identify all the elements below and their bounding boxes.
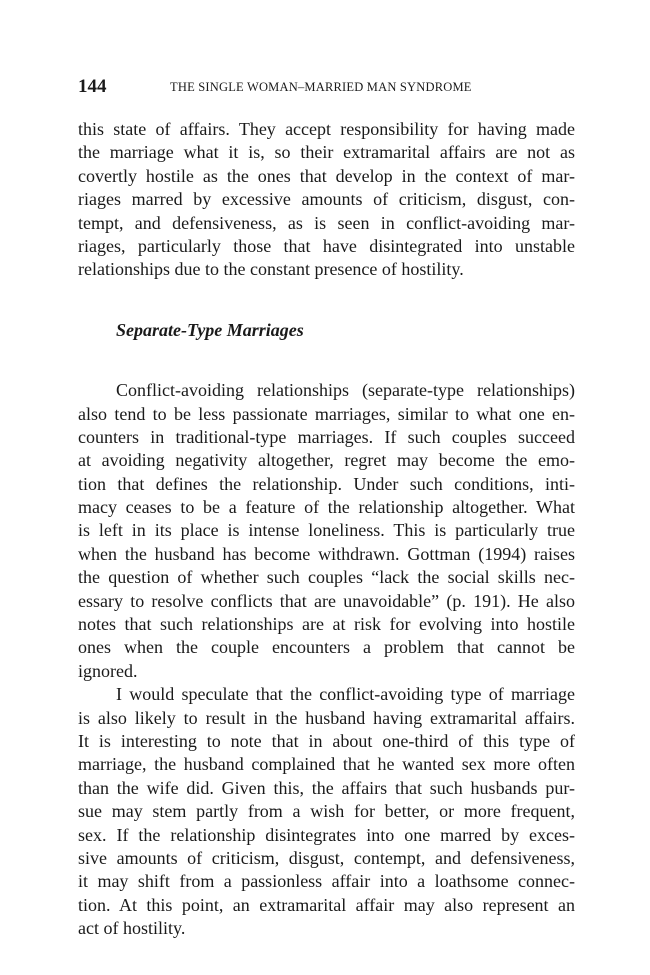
text-line: sue may stem partly from a wish for better, or more frequent, [78,801,575,822]
text-line: sex. If the relationship disintegrates into one marred by exces- [78,824,575,845]
text-line: than the wife did. Given this, the affairs that such husbands pur- [78,777,575,798]
text-line: is left in its place is intense loneliness. This is particularly true [78,520,575,541]
text-line: macy ceases to be a feature of the relationship altogether. What [78,497,575,518]
text-line: counters in traditional-type marriages. If such couples succeed [78,426,575,447]
text-line: is also likely to result in the husband having extramarital affairs. [78,707,575,728]
text-line: I would speculate that the conflict-avoiding type of marriage [116,684,575,705]
running-title: THE SINGLE WOMAN–MARRIED MAN SYNDROME [170,80,472,94]
paragraph-continuation [78,118,575,282]
text-line: the question of whether such couples “lack the social skills nec- [78,567,575,588]
text-line: act of hostility. [78,918,186,939]
body-text [78,118,575,941]
text-line: sive amounts of criticism, disgust, contempt, and defensiveness, [78,847,575,868]
text-line: riages, particularly those that have disintegrated into unstable [78,235,575,256]
text-line: riages marred by excessive amounts of criticism, disgust, con- [78,189,575,210]
text-line: tion that defines the relationship. Under such conditions, inti- [78,473,575,494]
text-line: ones when the couple encounters a problem that cannot be [78,637,575,658]
paragraph [78,683,575,940]
section-heading: Separate-Type Marriages [116,319,304,340]
text-line: notes that such relationships are at risk for evolving into hostile [78,614,575,635]
text-line: also tend to be less passionate marriages, similar to what one en- [78,403,575,424]
text-line: Conflict-avoiding relationships (separate-type relationships) [116,380,575,401]
text-line: tion. At this point, an extramarital affair may also represent an [78,894,575,915]
text-line: It is interesting to note that in about one-third of this type of [78,730,575,751]
text-line: tempt, and defensiveness, as is seen in conflict-avoiding mar- [78,212,575,233]
text-line: essary to resolve conflicts that are unavoidable” (p. 191). He also [78,590,575,611]
text-line: the marriage what it is, so their extramarital affairs are not as [78,142,575,163]
text-line: relationships due to the constant presence of hostility. [78,259,464,280]
text-line: when the husband has become withdrawn. Gottman (1994) raises [78,543,575,564]
text-line: this state of affairs. They accept responsibility for having made [78,119,575,139]
text-line: it may shift from a passionless affair into a loathsome connec- [78,871,575,892]
paragraph [78,379,575,683]
text-line: covertly hostile as the ones that develop in the context of mar- [78,165,575,186]
page-number: 144 [78,76,107,97]
text-line: marriage, the husband complained that he wanted sex more often [78,754,575,775]
text-line: at avoiding negativity altogether, regret may become the emo- [78,450,575,471]
text-line: ignored. [78,660,138,681]
